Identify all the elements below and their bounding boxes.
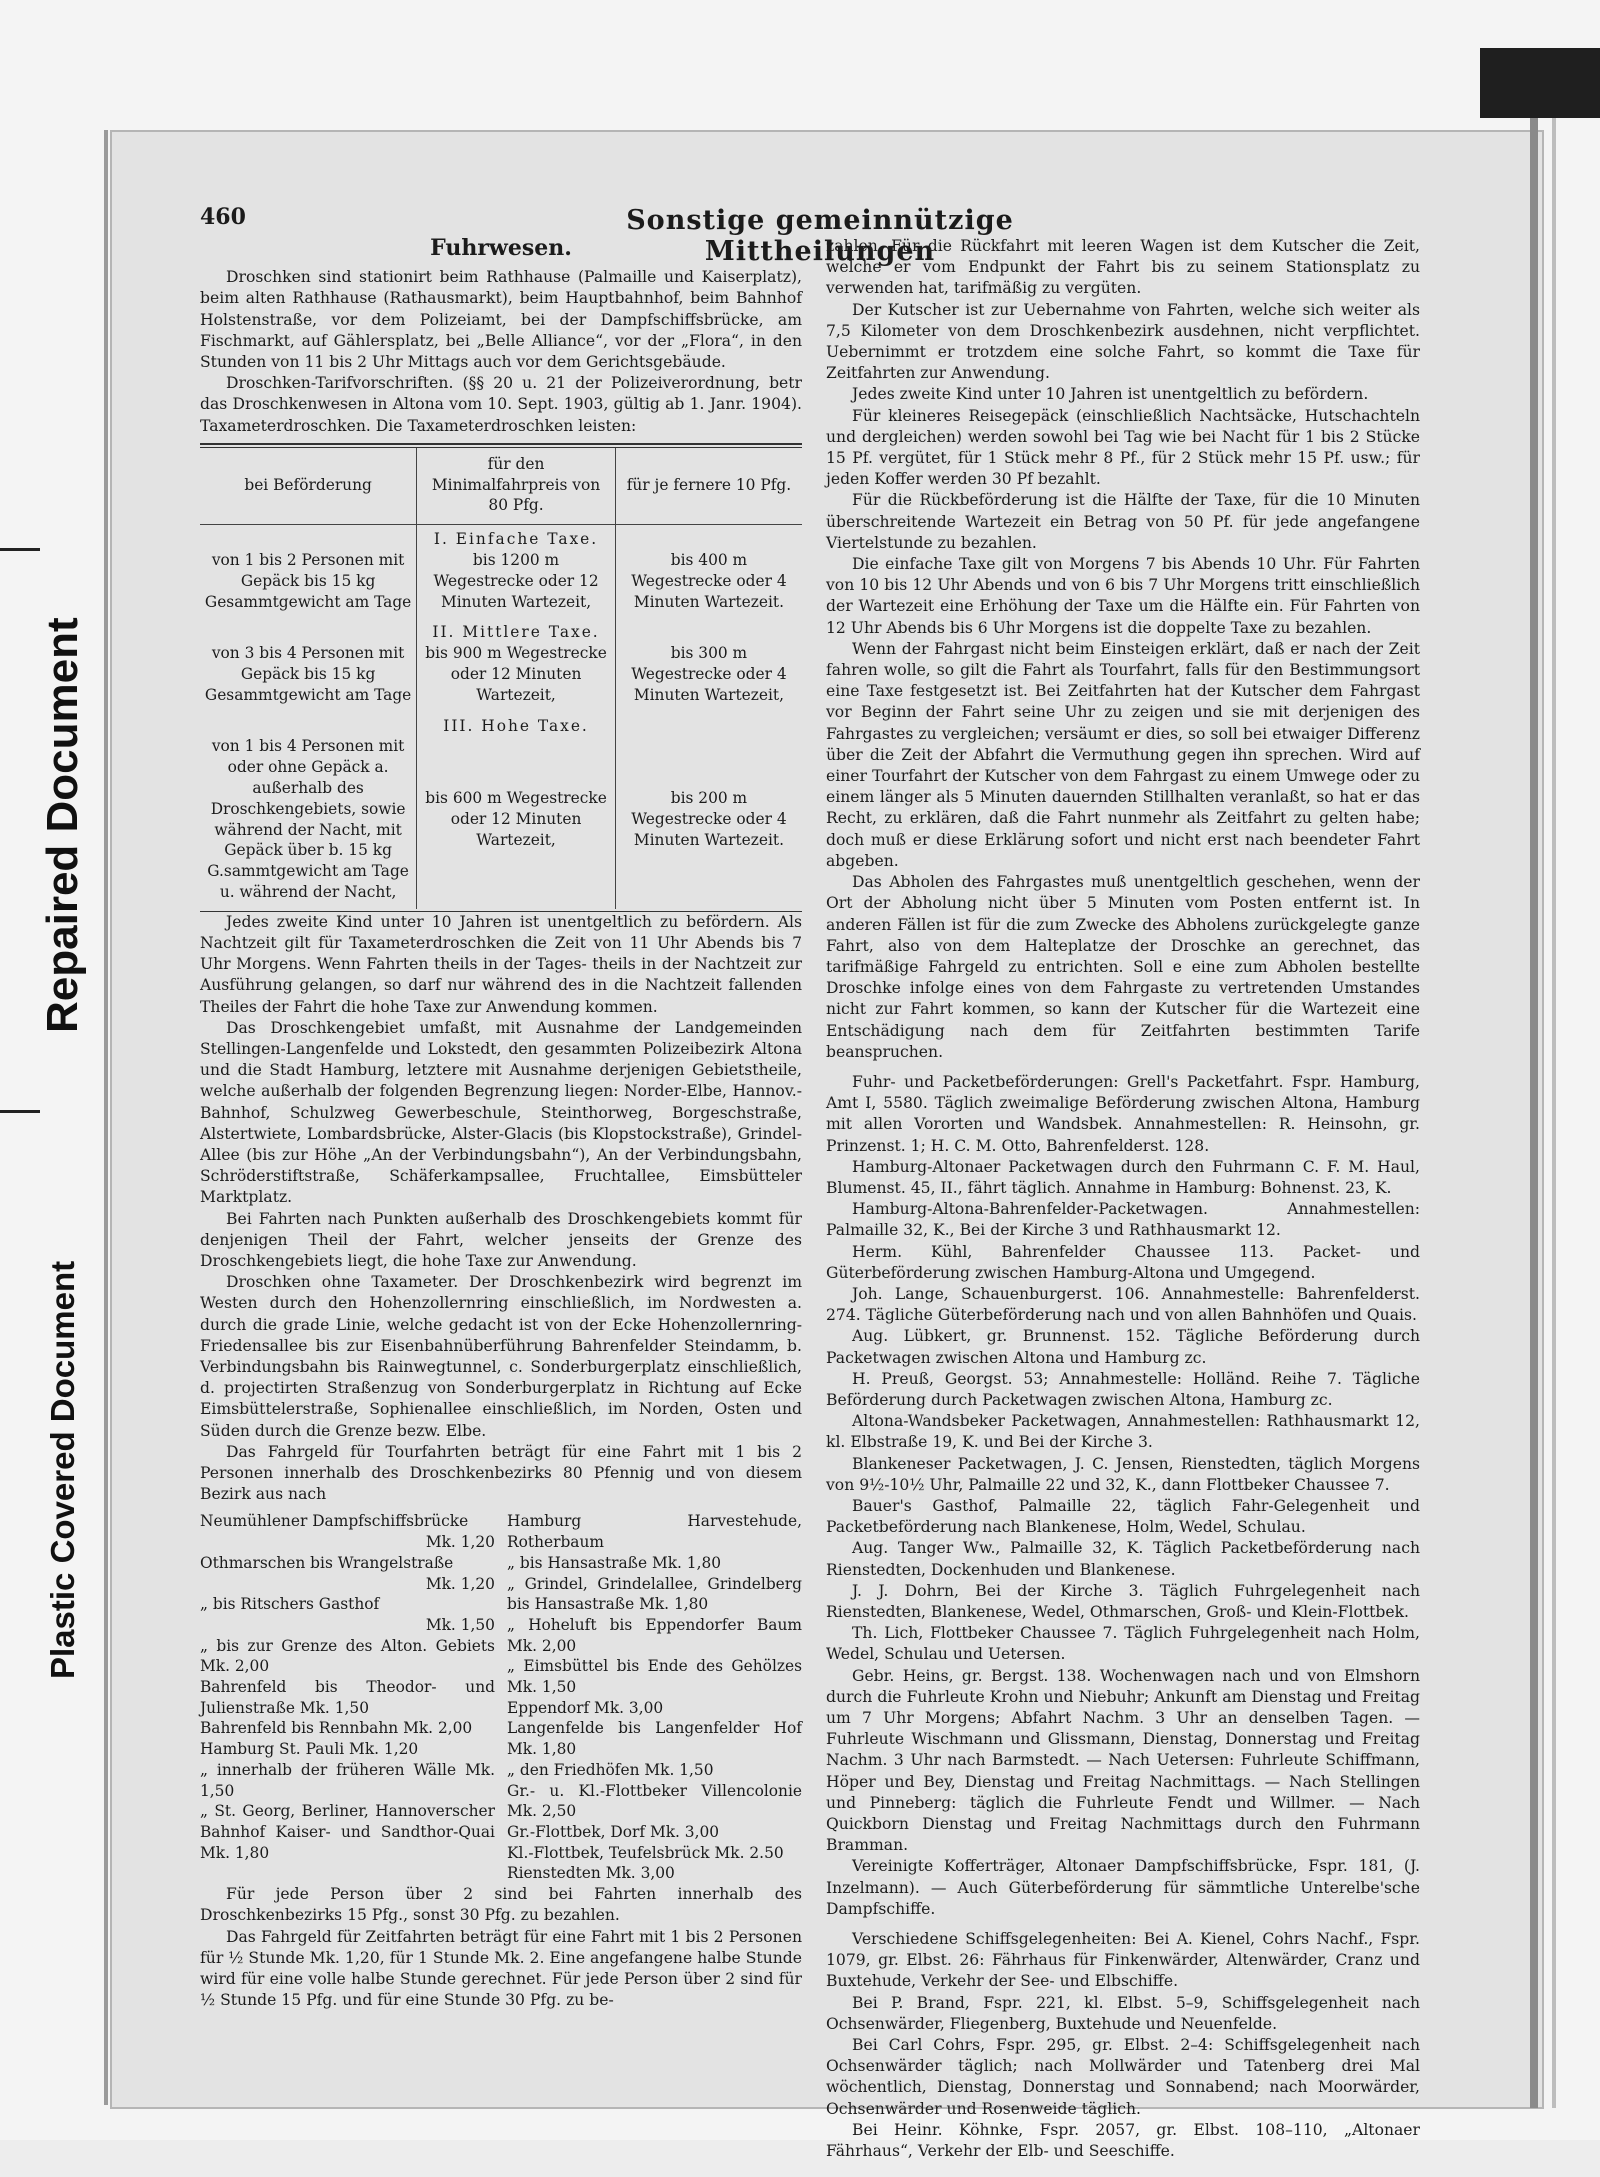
paragraph: Für die Rückbeförderung ist die Hälfte der Taxe, für die 10 Minuten überschreitende Wartezeit ein Betrag von 50 Pf. für jede angefangene Viertelstunde zu bezahlen. [826,491,1420,552]
tariff-header-minimal: für den Minimalfahrpreis von 80 Pfg. [417,448,616,525]
paragraph: Aug. Tanger Ww., Palmaille 32, K. Täglich Packetbeförderung nach Rienstedten, Dockenhuden und Blankenese. [826,1539,1420,1579]
price-item: Eppendorf Mk. 3,00 [507,1698,664,1717]
price-item: „ den Friedhöfen Mk. 1,50 [507,1760,714,1779]
price-item: „ Grindel, Grindelallee, Grindelberg bis Hansastraße Mk. 1,80 [507,1574,802,1614]
tariff-condition: von 1 bis 2 Personen mit Gepäck bis 15 kg Gesammtgewicht am Tage [204,551,412,611]
price-item: Gr.-Flottbek, Dorf Mk. 3,00 [507,1823,720,1841]
paragraph: H. Preuß, Georgst. 53; Annahmestelle: Holländ. Reihe 7. Tägliche Beförderung durch Packetwagen zwischen Altona, Hamburg zc. [826,1369,1420,1409]
page-number: 460 [200,204,246,230]
paragraph: Jedes zweite Kind unter 10 Jahren ist unentgeltlich zu befördern. Als Nachtzeit gilt für Taxameterdroschken die Zeit von 11 Uhr Abends bis 7 Uhr Morgens. Wenn Fahrten theils in der Tages- theils in der Nachtzeit zur Ausführung gelangen, so darf nur während des in die Nachtzeit fallenden Theiles der Fahrt die hohe Taxe zur Anwendung kommen. [200,912,802,1016]
page-edge-right-outer [1552,118,1556,2108]
price-item: Othmarschen bis Wrangelstraße [200,1553,454,1572]
tariff-section-row [200,525,802,550]
paragraph: J. J. Dohrn, Bei der Kirche 3. Täglich Fuhrgelegenheit nach Rienstedten, Blankenese, Wedel, Othmarschen, Groß- und Klein-Flottbek. [826,1581,1420,1621]
tariff-condition: von 1 bis 4 Personen mit oder ohne Gepäck a. außerhalb des Droschkengebiets, sowie während der Nacht, mit Gepäck über b. 15 kg G.sammtgewicht am Tage u. während der Nacht, [207,737,409,901]
tariff-table [200,448,802,909]
paragraph: Der Kutscher ist zur Uebernahme von Fahrten, welche sich weiter als 7,5 Kilometer von dem Droschkenbezirk ausdehnen, nicht verpflichtet. Uebernimmt er trotzdem eine solche Fahrt, so kommt die Taxe für Zeitfahrten zur Anwendung. [826,300,1420,383]
section-heading-fuhrwesen: Fuhrwesen. [430,235,572,261]
price-item: „ bis Hansastraße Mk. 1,80 [507,1553,722,1572]
tariff-table-header-row [200,448,802,525]
price-item: „ Eimsbüttel bis Ende des Gehölzes Mk. 1,50 [507,1657,802,1697]
paragraph: Bei Fahrten nach Punkten außerhalb des Droschkengebiets kommt für denjenigen Theil der Fahrt, welcher jenseits der Grenze des Droschkengebiets liegt, die hohe Taxe zur Anwendung. [200,1209,802,1271]
price-item: Bahrenfeld bis Rennbahn Mk. 2,00 [200,1719,473,1738]
price-item: Hamburg St. Pauli Mk. 1,20 [200,1740,419,1759]
paragraph: Das Fahrgeld für Zeitfahrten beträgt für eine Fahrt mit 1 bis 2 Personen für ½ Stunde Mk. 1,20, für 1 Stunde Mk. 2. Eine angefangene halbe Stunde wird für eine volle halbe Stunde gerechnet. Für jede Person über 2 sind für ½ Stunde 15 Pfg. und für eine Stunde 30 Pfg. zu be- [200,1927,802,2010]
paragraph: Jedes zweite Kind unter 10 Jahren ist unentgeltlich zu befördern. [852,385,1369,404]
paragraph: Vereinigte Kofferträger, Altonaer Dampfschiffsbrücke, Fspr. 181, (J. Inzelmann). — Auch Güterbeförderung für sämmtliche Unterelbe'sche Dampfschiffe. [826,1857,1420,1918]
tariff-ferner-value: bis 300 m Wegestrecke oder 4 Minuten Wartezeit, [631,644,787,704]
tariff-section-row [200,712,802,737]
price-item: Mk. 1,20 [425,1574,495,1593]
paragraph-schiffsgelegenheiten: Verschiedene Schiffsgelegenheiten: Bei A. Kienel, Cohrs Nachf., Fspr. 1079, gr. Elbst. 26: Fährhaus für Finkenwärder, Altenwärder, Cranz und Buxtehude, Verkehr der See- und Elbschiffe. [826,1930,1420,1991]
paragraph: Das Abholen des Fahrgastes muß unentgeltlich geschehen, wenn der Ort der Abholung nicht über 5 Minuten vom Posten entfernt ist. In anderen Fällen ist für die zum Zwecke des Abholens zurückgelegte ganze Fahrt, also von dem Halteplatze der Droschke an gerechnet, das tarifmäßige Fahrgeld zu entrichten. Soll e eine zum Abholen bestellte Droschke infolge eines von dem Fahrgaste zu vertretenden Umstandes nicht zur Fahrt kommen, so kann der Kutscher für die Wartezeit eine Entschädigung nach dem für Zeitfahrten bestimmten Tarife beanspruchen. [826,873,1420,1061]
plastic-covered-document-label: Plastic Covered Document [44,1260,81,1680]
tariff-minimal-value: bis 900 m Wegestrecke oder 12 Minuten Wartezeit, [417,643,616,711]
paragraph: Bei Heinr. Köhnke, Fspr. 2057, gr. Elbst. 108–110, „Altonaer Fährhaus“, Verkehr der Elb- und Seeschiffe. [826,2120,1420,2161]
paragraph: Herm. Kühl, Bahrenfelder Chaussee 113. Packet- und Güterbeförderung zwischen Hamburg-Altona und Umgegend. [826,1242,1420,1282]
paragraph: Für jede Person über 2 sind bei Fahrten innerhalb des Droschkenbezirks 15 Pfg., sonst 30 Pfg. zu bezahlen. [200,1885,802,1925]
price-list-right [507,1511,802,1884]
tariff-header-ferner: für je fernere 10 Pfg. [615,448,802,525]
paragraph: Bei P. Brand, Fspr. 221, kl. Elbst. 5–9, Schiffsgelegenheit nach Ochsenwärder, Fliegenberg, Buxtehude und Neuenfelde. [826,1993,1420,2033]
tariff-row [200,736,802,908]
price-list-left [200,1511,495,1884]
paragraph: Bauer's Gasthof, Palmaille 22, täglich Fahr-Gelegenheit und Packetbeförderung nach Blankenese, Holm, Wedel, Schulau. [826,1496,1420,1537]
price-item: Rienstedten Mk. 3,00 [507,1864,675,1883]
paragraph: zahlen. Für die Rückfahrt mit leeren Wagen ist dem Kutscher die Zeit, welche er vom Endpunkt der Fahrt bis zu seinem Stationsplatz zu verwenden hat, tarifmäßig zu vergüten. [826,237,1420,298]
price-item: „ innerhalb der früheren Wälle Mk. 1,50 [200,1760,495,1800]
tourfahrt-price-list [200,1511,802,1884]
price-item: Gr.- u. Kl.-Flottbeker Villencolonie Mk. 2,50 [507,1781,802,1821]
tariff-header-befoerderung: bei Beförderung [200,448,417,525]
price-item: Bahrenfeld bis Theodor- und Julienstraße Mk. 1,50 [200,1678,495,1717]
right-column [826,236,1420,2162]
paragraph: Hamburg-Altona-Bahrenfelder-Packetwagen. Annahmestellen: Palmaille 32, K., Bei der Kirche 3 und Rathhausmarkt 12. [826,1200,1420,1240]
page-edge-left [104,130,108,2105]
tariff-condition: von 3 bis 4 Personen mit Gepäck bis 15 kg Gesammtgewicht am Tage [204,644,412,704]
paragraph: Aug. Lübkert, gr. Brunnenst. 152. Tägliche Beförderung durch Packetwagen zwischen Altona und Hamburg zc. [826,1327,1420,1367]
label-divider-mid [0,1110,40,1113]
tariff-section-title: II. Mittlere Taxe. [417,618,616,643]
paragraph: Das Fahrgeld für Tourfahrten beträgt für eine Fahrt mit 1 bis 2 Personen innerhalb des Droschkenbezirks 80 Pfennig und von diesem Bezirk aus nach [200,1442,802,1504]
paragraph: Droschken ohne Taxameter. Der Droschkenbezirk wird begrenzt im Westen durch den Hohenzollernring einschließlich, im Nordwesten a. durch die grade Linie, welche gedacht ist von der Ecke Hohenzollernring-Friedensallee bis zur Eisenbahnüberführung Bahrenfelder Steindamm, b. Verbindungsbahn bis Rainwegtunnel, c. Sonderburgerplatz einschließlich, d. projectirten Straßenzug von Sonderburgerplatz in Richtung auf Ecke Eimsbüttelerstraße, Sophienallee einschließlich, im Norden, Osten und Süden durch die Grenze bezw. Elbe. [200,1273,802,1440]
paragraph: Die einfache Taxe gilt von Morgens 7 bis Abends 10 Uhr. Für Fahrten von 10 bis 12 Uhr Abends und von 6 bis 7 Uhr Morgens tritt einschließlich der Wartezeit eine Erhöhung der Taxe um die Hälfte ein. Für Fahrten von 12 Uhr Abends bis 6 Uhr Morgens ist die doppelte Taxe zu bezahlen. [826,555,1420,637]
paragraph: Für kleineres Reisegepäck (einschließlich Nachtsäcke, Hutschachteln und dergleichen) werden sowohl bei Tag wie bei Nacht für 1 bis 2 Stücke 15 Pf. vergütet, für 1 Stück mehr 8 Pf., für 2 Stück mehr 15 Pf. usw.; für jeden Koffer werden 30 Pf bezahlt. [826,406,1420,489]
repaired-document-label: Repaired Document [38,617,87,1033]
paragraph: Bei Carl Cohrs, Fspr. 295, gr. Elbst. 2–4: Schiffsgelegenheit nach Ochsenwärder täglich; nach Mollwärder und Tatenberg drei Mal wöchentlich, Dienstag, Donnerstag und Sonnabend; nach Moorwärder, Ochsenwärder und Rosenweide täglich. [826,2036,1420,2118]
price-item: „ bis zur Grenze des Alton. Gebiets Mk. 2,00 [200,1636,495,1676]
paragraph-fuhr-packet: Fuhr- und Packetbeförderungen: Grell's Packetfahrt. Fspr. Hamburg, Amt I, 5580. Täglich zweimalige Beförderung zwischen Altona, Hamburg mit allen Vororten und Wandsbek. Annahmestellen: R. Heinsohn, gr. Prinzenst. 1; H. C. M. Otto, Bahrenfelderst. 128. [826,1072,1420,1155]
price-item: Mk. 1,20 [425,1533,495,1552]
price-item: „ bis Ritschers Gasthof [200,1595,380,1614]
tariff-ferner-value: bis 400 m Wegestrecke oder 4 Minuten Wartezeit. [631,551,787,611]
page-edge-right [1530,118,1538,2108]
paragraph: Th. Lich, Flottbeker Chaussee 7. Täglich Fuhrgelegenheit nach Holm, Wedel, Schulau und Uetersen. [826,1624,1420,1664]
tariff-section-title: I. Einfache Taxe. [417,525,616,550]
price-item: Hamburg Harvestehude, Rotherbaum [507,1512,802,1552]
paragraph: Blankeneser Packetwagen, J. C. Jensen, Rienstedten, täglich Morgens von 9½-10½ Uhr, Palmaille 22 und 32, K., dann Flottbeker Chaussee 7. [826,1454,1420,1494]
scan-black-corner [1480,48,1600,118]
price-item: Mk. 1,50 [425,1615,495,1634]
paragraph-droschken-stations: Droschken sind stationirt beim Rathhause (Palmaille und Kaiserplatz), beim alten Rathhause (Rathausmarkt), beim Hauptbahnhof, beim Bahnhof Holstenstraße, vor dem Polizeiamt, bei der Dampfschiffsbrücke, am Fischmarkt, auf Gählersplatz, bei „Belle Alliance“, vor der „Flora“, in den Stunden von 11 bis 2 Uhr Mittags auch vor dem Gerichtsgebäude. [200,268,802,372]
price-item: „ Hoheluft bis Eppendorfer Baum Mk. 2,00 [507,1615,802,1655]
paragraph: Das Droschkengebiet umfaßt, mit Ausnahme der Landgemeinden Stellingen-Langenfelde und Lokstedt, den gesammten Polizeibezirk Altona und die Stadt Hamburg, letztere mit Ausnahme derjenigen Gebietstheile, welche außerhalb der folgenden Begrenzung liegen: Norder-Elbe, Hannov.-Bahnhof, Schulzweg Gewerbeschule, Steinthorweg, Borgeschstraße, Alstertwiete, Lombardsbrücke, Alster-Glacis (bis Klopstockstraße), Grindel-Allee (bis zur Höhe „An der Verbindungsbahn“), An der Verbindungsbahn, Schröderstiftstraße, Schäferkampsallee, Fruchtallee, Eimsbütteler Marktplatz. [200,1018,802,1207]
page-title: Sonstige gemeinnützige Mittheilungen [626,205,1014,267]
tariff-row [200,643,802,711]
tariff-minimal-value: bis 600 m Wegestrecke oder 12 Minuten Wartezeit, [417,736,616,908]
paragraph: Gebr. Heins, gr. Bergst. 138. Wochenwagen nach und von Elmshorn durch die Fuhrleute Krohn und Niebuhr; Ankunft am Dienstag und Freitag um 7 Uhr Morgens; Abfahrt Nachm. 3 Uhr an denselben Tagen. — Fuhrleute Wischmann und Glissmann, Dienstag, Donnerstag und Freitag Nachm. 3 Uhr nach Barmstedt. — Nach Uetersen: Fuhrleute Schiffmann, Höper und Bey, Dienstag und Freitag Nachmittags. — Nach Stellingen und Pinneberg: täglich die Fuhrleute Fendt und Willmer. — Nach Quickborn Dienstag und Freitag Nachmittags durch den Fuhrmann Bramman. [826,1666,1420,1855]
tariff-minimal-value: bis 1200 m Wegestrecke oder 12 Minuten Wartezeit, [417,550,616,618]
label-divider-top [0,548,40,551]
table-top-rule [200,443,802,445]
tariff-ferner-value: bis 200 m Wegestrecke oder 4 Minuten Wartezeit. [631,789,787,849]
tariff-row [200,550,802,618]
price-item: „ St. Georg, Berliner, Hannoverscher Bahnhof Kaiser- und Sandthor-Quai Mk. 1,80 [200,1802,495,1862]
paragraph: Wenn der Fahrgast nicht beim Einsteigen erklärt, daß er nach der Zeit fahren wolle, so gilt die Fahrt als Tourfahrt, falls für den Bestimmungsort eine Taxe festgesetzt ist. Bei Zeitfahrten hat der Kutscher dem Fahrgast vor Beginn der Fahrt seine Uhr zu zeigen und sie mit derjenigen des Fahrgastes zu vergleichen; versäumt er dies, so soll bei etwaiger Differenz über die Zeit der Abfahrt die Vermuthung gegen ihn sprechen. Wird auf einer Tourfahrt der Kutscher von dem Fahrgast zu einem Umwege oder zu einem länger als 5 Minuten dauernden Stillhalten veranlaßt, so hat er das Recht, zu erklären, daß die Fahrt nunmehr als Zeitfahrt zu gelten habe; doch muß er diese Erklärung sofort und nicht erst nach beendeter Fahrt abgeben. [826,639,1420,870]
paragraph: Joh. Lange, Schauenburgerst. 106. Annahmestelle: Bahrenfelderst. 274. Tägliche Güterbeförderung nach und von allen Bahnhöfen und Quais. [826,1284,1420,1325]
paragraph: Altona-Wandsbeker Packetwagen, Annahmestellen: Rathhausmarkt 12, kl. Elbstraße 19, K. und Bei der Kirche 3. [826,1412,1420,1452]
tariff-section-row [200,618,802,643]
tariff-section-title: III. Hohe Taxe. [417,712,616,737]
price-item: Langenfelde bis Langenfelder Hof Mk. 1,80 [507,1719,802,1759]
price-item: Neumühlener Dampfschiffsbrücke [200,1512,469,1531]
paragraph-tarif-intro: Droschken-Tarifvorschriften. (§§ 20 u. 21 der Polizeiverordnung, betr das Droschkenwesen in Altona vom 10. Sept. 1903, gültig ab 1. Janr. 1904). Taxameterdroschken. Die Taxameterdroschken leisten: [200,374,802,435]
price-item: Kl.-Flottbek, Teufelsbrück Mk. 2.50 [507,1843,784,1862]
left-column [200,236,802,2011]
paragraph: Hamburg-Altonaer Packetwagen durch den Fuhrmann C. F. M. Haul, Blumenst. 45, II., fährt täglich. Annahme in Hamburg: Bohnenst. 23, K. [826,1157,1420,1197]
